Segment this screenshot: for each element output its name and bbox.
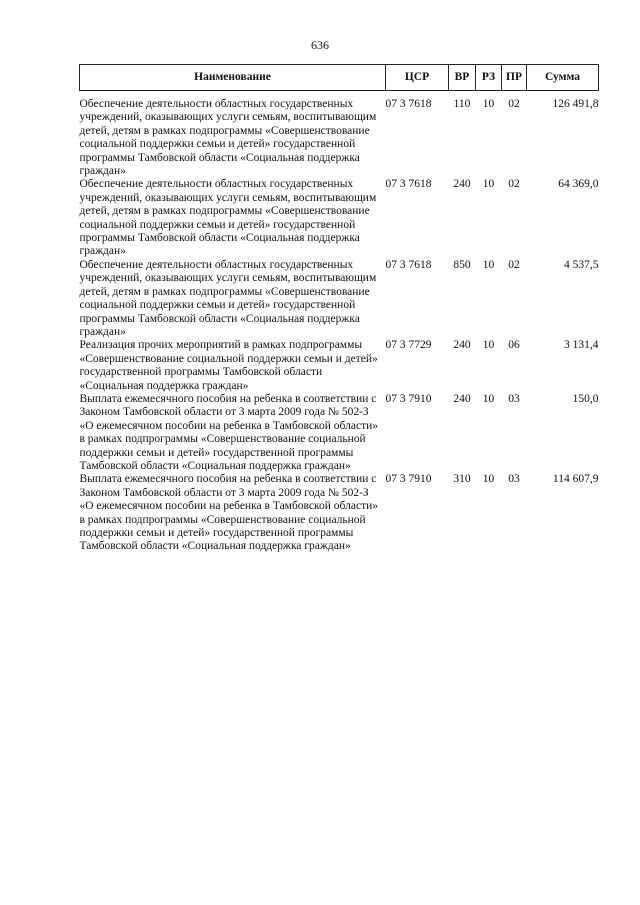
header-csr: ЦСР <box>386 65 449 91</box>
row-name: Реализация прочих мероприятий в рамках подпрограммы «Совершенствование социальной поддержки семьи и детей» государственной программы Тамбовской области «Социальная поддержка граждан» <box>79 339 378 392</box>
row-vr: 110 <box>453 98 471 110</box>
row-vr: 310 <box>453 473 471 486</box>
row-rz: 10 <box>482 178 495 191</box>
table-header-row <box>80 65 599 91</box>
row-sum: 114 607,9 <box>552 473 599 486</box>
row-rz: 10 <box>482 339 495 352</box>
table-row <box>80 178 599 258</box>
row-rz: 10 <box>482 98 495 110</box>
row-csr: 07 3 7618 <box>385 178 432 191</box>
row-name: Выплата ежемесячного пособия на ребенка в соответствии с Законом Тамбовской области от 3 марта 2009 года № 502-З «О ежемесячном пособии на ребенка в Тамбовской области» в рамках подпрограммы «Совершенствование социальной поддержки семьи и детей» государственной программы Тамбовской области «Социальная поддержка граждан» <box>79 473 379 553</box>
header-pr: ПР <box>502 65 527 91</box>
row-pr: 06 <box>508 339 520 352</box>
row-csr: 07 3 7618 <box>385 258 432 271</box>
row-vr: 240 <box>453 178 471 191</box>
table-row <box>80 259 599 339</box>
table-row <box>80 473 599 553</box>
row-sum: 4 537,5 <box>564 258 599 271</box>
table-row <box>80 339 599 393</box>
row-name: Выплата ежемесячного пособия на ребенка в соответствии с Законом Тамбовской области от 3 марта 2009 года № 502-З «О ежемесячном пособии на ребенка в Тамбовской области» в рамках подпрограммы «Совершенствование социальной поддержки семьи и детей» государственной программы Тамбовской области «Социальная поддержка граждан» <box>79 392 379 472</box>
budget-table <box>79 64 599 554</box>
row-vr: 240 <box>453 392 471 405</box>
row-csr: 07 3 7910 <box>385 392 432 405</box>
row-rz: 10 <box>482 258 495 271</box>
header-vr: ВР <box>449 65 476 91</box>
row-name: Обеспечение деятельности областных государственных учреждений, оказывающих услуги семьям, воспитывающим детей, детям в рамках подпрограммы «Совершенствование социальной поддержки семьи и детей» государственной программы Тамбовской области «Социальная поддержка граждан» <box>79 98 377 178</box>
row-csr: 07 3 7618 <box>385 98 432 110</box>
header-name: Наименование <box>80 65 386 91</box>
row-sum: 3 131,4 <box>564 339 599 352</box>
row-rz: 10 <box>482 392 495 405</box>
row-csr: 07 3 7910 <box>385 473 432 486</box>
header-sum: Сумма <box>527 65 599 91</box>
row-rz: 10 <box>482 473 495 486</box>
row-csr: 07 3 7729 <box>385 339 432 352</box>
row-sum: 126 491,8 <box>552 98 599 110</box>
row-pr: 02 <box>508 98 520 110</box>
row-pr: 03 <box>508 473 520 486</box>
row-pr: 02 <box>508 258 520 271</box>
table-row <box>80 91 599 179</box>
row-sum: 150,0 <box>572 392 599 405</box>
row-sum: 64 369,0 <box>558 178 599 191</box>
row-vr: 240 <box>453 339 471 352</box>
row-vr: 850 <box>453 258 471 271</box>
table-row <box>80 393 599 473</box>
row-pr: 02 <box>508 178 520 191</box>
page-number: 636 <box>311 38 329 52</box>
header-rz: РЗ <box>476 65 502 91</box>
row-name: Обеспечение деятельности областных государственных учреждений, оказывающих услуги семьям, воспитывающим детей, детям в рамках подпрограммы «Совершенствование социальной поддержки семьи и детей» государственной программы Тамбовской области «Социальная поддержка граждан» <box>79 178 377 258</box>
row-pr: 03 <box>508 392 520 405</box>
row-name: Обеспечение деятельности областных государственных учреждений, оказывающих услуги семьям, воспитывающим детей, детям в рамках подпрограммы «Совершенствование социальной поддержки семьи и детей» государственной программы Тамбовской области «Социальная поддержка граждан» <box>79 258 377 338</box>
